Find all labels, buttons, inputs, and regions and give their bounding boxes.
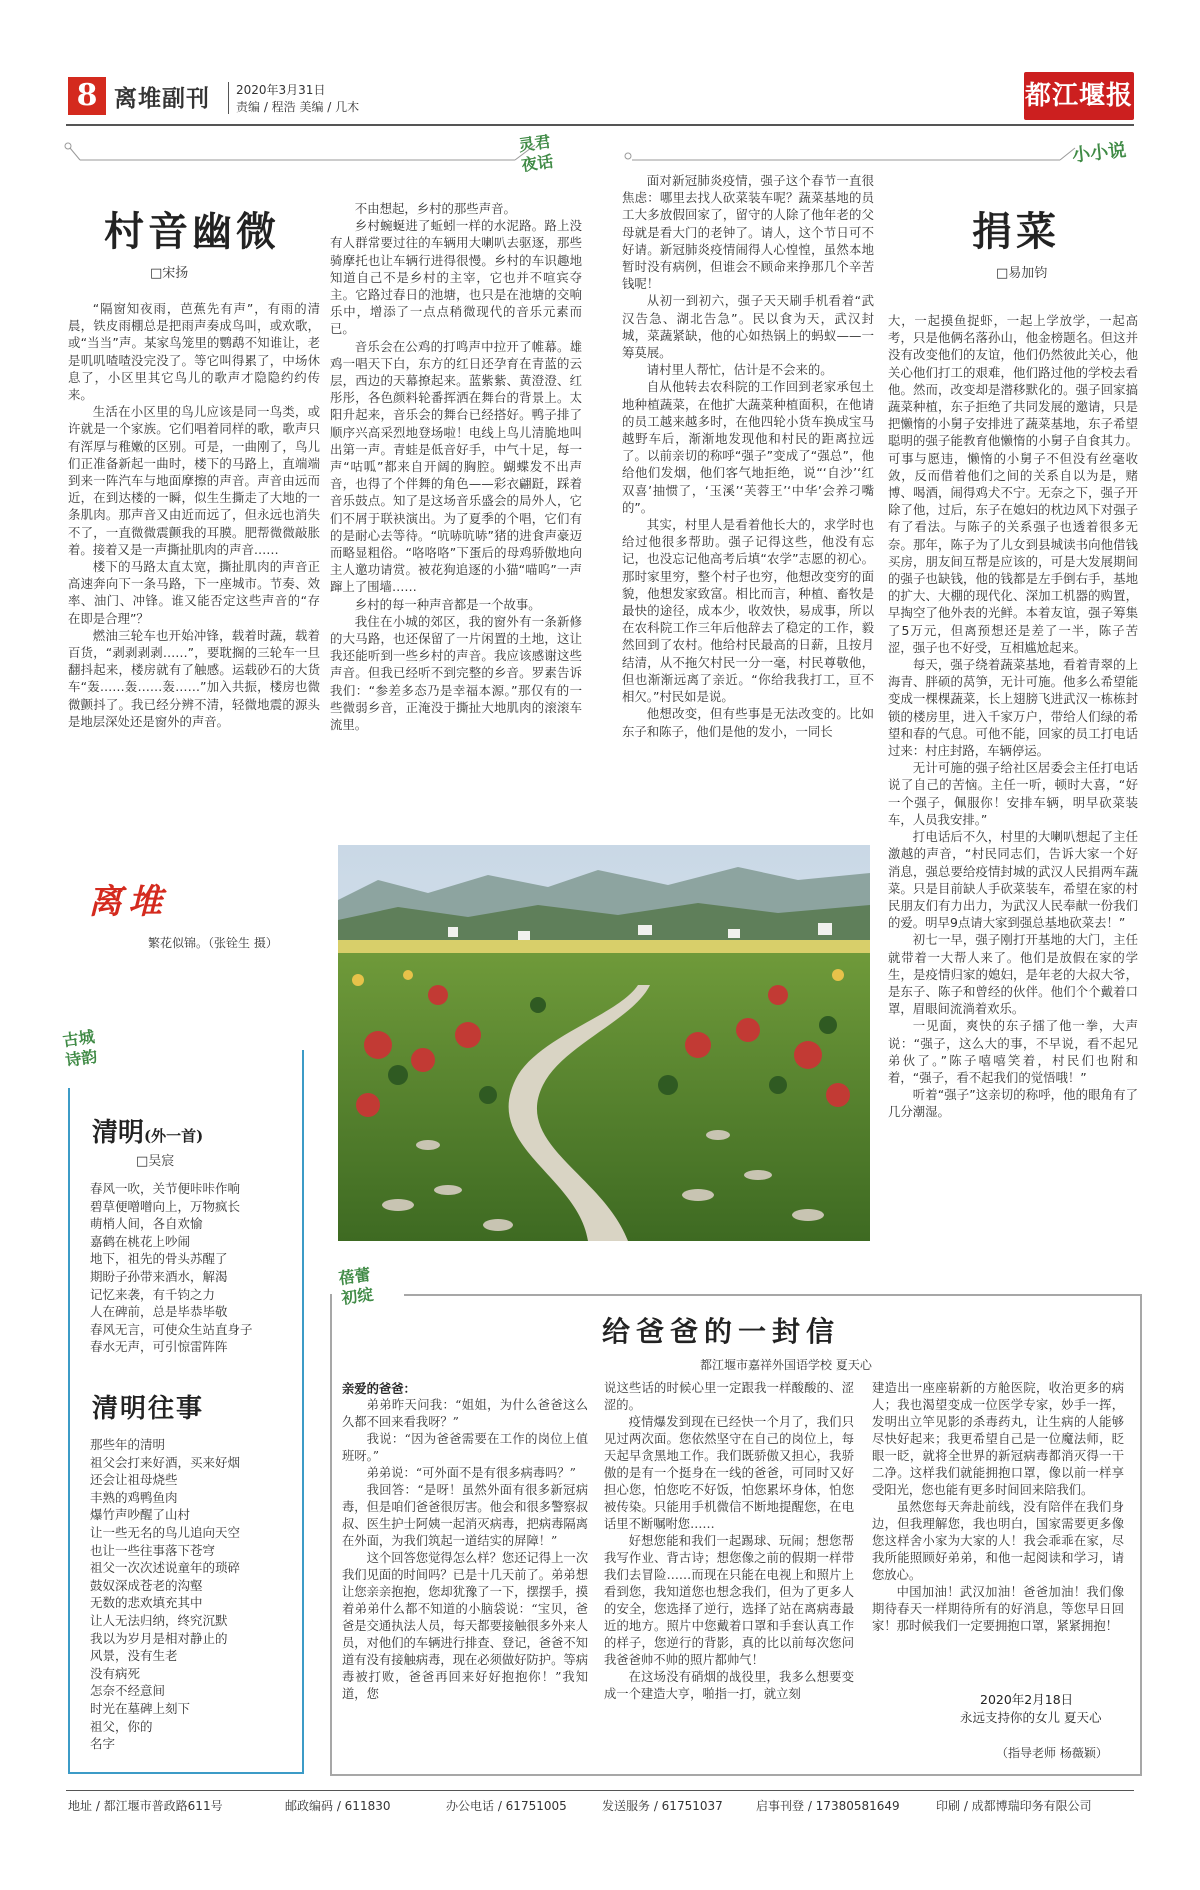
paragraph: 我说：“因为爸爸需要在工作的岗位上值班呀。” xyxy=(342,1432,588,1463)
article2-frame xyxy=(620,130,1140,170)
section-name: 离堆副刊 xyxy=(114,86,210,112)
poem-line: 无数的悲欢填充其中 xyxy=(90,1595,203,1611)
article1-title: 村音幽微 xyxy=(104,208,280,255)
poem-line: 春风一吹，关节便咔咔作响 xyxy=(90,1181,241,1196)
paragraph: 虽然您每天奔赴前线，没有陪伴在我们身边，但我理解您，我也明白，国家需要更多像您这样舍小家为大家的人！我会乖乖在家，尽我所能照顾好弟弟，和他一起阅读和学习，请您放心。 xyxy=(872,1500,1124,1582)
poem-line: 萌梢人间，各自欢愉 xyxy=(90,1216,203,1232)
poem-line: 记忆来袭，有千钧之力 xyxy=(90,1286,216,1302)
article2-author: □易加钧 xyxy=(996,266,1048,281)
poem1-title xyxy=(92,1112,203,1149)
poem-line: 没有病死 xyxy=(90,1665,141,1681)
footer-delivery: 发送服务 / 61751037 xyxy=(602,1799,723,1813)
poem-line: 还会让祖母烧些 xyxy=(90,1472,178,1488)
poem-line: 嘉鹤在桃花上吵闹 xyxy=(90,1233,191,1249)
poem-line: 让一些无名的鸟儿追向天空 xyxy=(90,1524,241,1540)
column-badge-chuxin xyxy=(332,1266,404,1322)
paragraph: 每天，强子绕着蔬菜基地，看着青翠的上海青、胖硕的莴笋，无计可施。他多么希望能变成一棵棵蔬菜，长上翅膀飞进武汉一栋栋封锁的楼房里，进入千家万户，带给人们绿的希望和春的气息。可他不能，回家的员工打电话过来：村庄封路，车辆停运。 xyxy=(888,657,1138,759)
poem-line: 春水无声，可引惊雷阵阵 xyxy=(90,1339,228,1355)
article2-column-1 xyxy=(622,172,874,820)
photo-caption-text: 繁花似锦。（张铨生 摄） xyxy=(148,936,278,950)
paragraph: 打电话后不久，村里的大喇叭想起了主任激越的声音，“村民同志们，告诉大家一个好消息，强总要给疫情封城的武汉人民捐两车蔬菜。只是目前缺人手砍菜装车，希望在家的村民朋友们有力出力，为武汉人民奉献一份我们的爱。明早9点请大家到强总基地砍菜去！” xyxy=(888,829,1138,931)
paragraph: 一见面，爽快的东子擂了他一拳，大声说：“强子，这么大的事，不早说，看不起兄弟伙了。”陈子嘻嘻笑着，村民们也附和着，“强子，看不起我们的觉悟哦！” xyxy=(888,1018,1138,1085)
footer-office-phone: 办公电话 / 61751005 xyxy=(446,1799,567,1813)
paragraph: 其实，村里人是看着他长大的，求学时也给过他很多帮助。强子记得这些，他没有忘记，也没忘记他高考后填“农学”志愿的初心。那时家里穷，整个村子也穷，他想改变穷的面貌，他想发家致富。相比而言，种植、畜牧是最快的途径，成本少，收效快，易成事，所以在农科院工作三年后他辞去了稳定的工作，毅然回到了农村。他给村民最高的日薪，且按月结清，从不拖欠村民一分一毫，村民尊敬他，但也渐渐远离了亲近。“你给我我打工，亘不相欠。”村民如是说。 xyxy=(622,517,874,705)
gucheng-badge-text: 古城诗韵 xyxy=(61,1026,99,1071)
paragraph: 大，一起摸鱼捉虾，一起上学放学，一起高考，只是他俩名落孙山，他金榜题名。但这并没有改变他们的友谊，他们仍然彼此关心，他关心他们打工的艰难，他们路过他的学校去看他。然而，改变却是潜移默化的。强子回家搞蔬菜种植，东子拒绝了共同发展的邀请，只是把懒惰的小舅子安排进了蔬菜基地，东子希望聪明的强子能教育他懒惰的小舅子自食其力。可事与愿违，懒惰的小舅子不但没有丝毫收敛，反而借着他们之间的关系自以为是，赌博、喝酒，闹得鸡犬不宁。无奈之下，强子开除了他，过后，东子在媳妇的枕边风下对强子有了看法。与陈子的关系强子也透着很多无奈。那年，陈子为了儿女到县城读书向他借钱买房，朋友间互帮是应该的，可是大发展期间的强子也缺钱，他的钱都是左手倒右手，基地的扩大、大棚的现代化、深加工机器的购置，早掏空了他外表的光鲜。本着友谊，强子筹集了5万元，但离预想还是差了一半，陈子苦涩，强子也不好受，互相尴尬起来。 xyxy=(888,313,1138,655)
masthead-text: 都江堰报 xyxy=(1024,81,1133,111)
paragraph: 乡村的每一种声音都是一个故事。 xyxy=(354,596,541,612)
paragraph: 自从他转去农科院的工作回到老家承包土地种植蔬菜，在他扩大蔬菜种植面积，在他请的员工越来越多时，在他四轮小货车换成宝马越野车后，渐渐地发现他和村民的距离拉远了。以前亲切的称呼“强子”变成了“强总”，他给他们发烟，他们客气地拒绝，说“‘自沙’‘红双喜’抽惯了，‘玉溪’‘芙蓉王’‘中华’会养刁嘴的”。 xyxy=(622,379,874,515)
garden-photo xyxy=(338,845,870,1241)
paragraph: 我住在小城的郊区，我的窗外有一条新修的大马路，也还保留了一片闲置的土地，这让我还能听到一些乡村的声音。我应该感谢这些声音。但我已经听不到完整的乡音。罗素告诉我们：“参差多态乃是幸福本源。”那仅有的一些微弱乡音，正淹没于撕扯大地肌肉的滚滚车流里。 xyxy=(330,613,582,733)
paragraph: 弟弟昨天问我：“姐姐，为什么爸爸这么久都不回来看我呀？” xyxy=(342,1398,588,1429)
paragraph: 疫情爆发到现在已经快一个月了，我们只见过两次面。您依然坚守在自己的岗位上，每天起早贪黑地工作。我们既骄傲又担心，我骄傲的是有一个挺身在一线的爸爸，可同时又好担心您，怕您吃不好饭，怕您累坏身体，怕您被传染。只能用手机微信不断地提醒您，在电话里不断嘱咐您…… xyxy=(604,1415,854,1531)
chuxin-badge-text: 蓓蕾初绽 xyxy=(337,1264,375,1308)
poem-line: 期盼子孙带来酒水，解渴 xyxy=(90,1268,228,1284)
page-number: 8 xyxy=(76,78,98,113)
paragraph: 燃油三轮车也开始冲锋，载着时蔬，载着百货，“剥剥剥剥……”，要耽搁的三轮车一旦翻抖起来，楼房就有了触感。运载砂石的大货车“轰……轰……轰……”加入共振，楼房也微微颤抖了。我已经分辨不清，轻微地震的源头是地层深处还是窗外的声音。 xyxy=(68,627,320,729)
footer xyxy=(68,1797,1134,1817)
paragraph: 不由想起，乡村的那些声音。 xyxy=(354,201,516,216)
column-badge-gucheng xyxy=(61,1026,128,1088)
article1-column-2 xyxy=(330,200,582,820)
letter-column-1 xyxy=(342,1380,588,1760)
page-number-badge xyxy=(68,77,106,115)
editors: 责编 / 程浩 美编 / 几木 xyxy=(236,100,360,114)
poem-line: 那些年的清明 xyxy=(90,1437,166,1452)
article1-column-1 xyxy=(68,300,320,820)
paragraph: 生活在小区里的鸟儿应该是同一鸟类，或许就是一个家族。它们唱着同样的歌，歌声只有浑厚与稚嫩的区别。可是，一曲刚了，鸟儿们正准备新起一曲时，楼下的马路上，直端端到来一阵汽车与地面摩擦的声音。声音由远而近，在到达楼的一瞬，似生生撕走了大地的一条肌肉。那声音又由近而远了，但永远也消失不了，一直微微震颤我的耳膜。肥帮微微敲胀着。接着又是一声撕扯肌肉的声音…… xyxy=(68,404,320,557)
poem2-lines xyxy=(90,1436,290,1753)
photo-caption-box xyxy=(68,860,330,966)
paragraph: 他想改变，但有些事是无法改变的。比如东子和陈子，他们是他的发小，一同长 xyxy=(622,706,874,739)
footer-address: 地址 / 都江堰市普政路611号 xyxy=(68,1799,223,1813)
poem-line: 人在碑前，总是毕恭毕敬 xyxy=(90,1304,228,1320)
poem1-author: □吴宸 xyxy=(136,1154,175,1169)
paragraph: 中国加油！武汉加油！爸爸加油！我们像期待春天一样期待所有的好消息，等您早日回家！那时候我们一定要拥抱口罩，紧紧拥抱！ xyxy=(872,1585,1124,1633)
poem2-title: 清明往事 xyxy=(92,1394,205,1424)
paragraph: 在这场没有硝烟的战役里，我多么想要变成一个建造大亨，啪指一打，就立刻 xyxy=(604,1670,854,1701)
letter-byline: 都江堰市嘉祥外国语学校 夏天心 xyxy=(700,1358,872,1372)
poem1-subtitle: (外一首) xyxy=(144,1127,204,1145)
issue-date: 2020年3月31日 xyxy=(236,83,326,97)
poem-line: 碧草便噌噌向上，万物疯长 xyxy=(90,1198,241,1214)
poem-line: 丰熟的鸡鸭鱼肉 xyxy=(90,1489,178,1505)
letter-teacher: （指导老师 杨薇颖） xyxy=(996,1746,1108,1760)
poem-line: 祖父，你的 xyxy=(90,1718,153,1734)
poem-line: 让人无法归纳，终究沉默 xyxy=(90,1612,228,1628)
photo-caption-title: 离堆 xyxy=(88,882,168,922)
article1-author: □宋扬 xyxy=(150,266,189,281)
column-badge-xiaoshuo xyxy=(1072,138,1138,184)
paragraph: 面对新冠肺炎疫情，强子这个春节一直很焦虑：哪里去找人砍菜装车呢？蔬菜基地的员工大多放假回家了，留守的人除了他年老的父母就是看大门的老钟了。请人，这个节日可不好请。新冠肺炎疫情闹得人心惶惶，虽然本地暂时没有病例，但谁会不顾命来挣那几个辛苦钱呢！ xyxy=(622,173,874,292)
poem-line: 名字 xyxy=(90,1736,116,1752)
paragraph: 无计可施的强子给社区居委会主任打电话说了自己的苦恼。主任一听，顿时大喜，“好一个强子，佩服你！安排车辆，明早砍菜装车，人员我安排。” xyxy=(888,760,1138,827)
article1-frame xyxy=(60,130,580,170)
paragraph: “隔窗知夜雨，芭蕉先有声”，有雨的清晨，铁皮雨棚总是把雨声奏成鸟叫，或欢歌，或“当当”声。某家鸟笼里的鹦鹉不知谁让，老是叽叽喳喳没完没了。等它叫得累了，中场休息了，小区里其它鸟儿的歌声才隐隐约约传来。 xyxy=(68,301,320,403)
footer-printer: 印刷 / 成都博瑞印务有限公司 xyxy=(936,1799,1092,1813)
paragraph: 建造出一座座崭新的方舱医院，收治更多的病人；我也渴望变成一位医学专家，妙手一挥，发明出立竿见影的杀毒药丸，让生病的人能够尽快好起来；我更希望自己是一位魔法师，眨眼一眨，就将全世界的新冠病毒都消灭得一干二净。这样我们就能拥抱口罩，像以前一样享受阳光，您也能有更多时间回来陪我们。 xyxy=(872,1381,1124,1497)
xiaoshuo-badge-text: 小小说 xyxy=(1071,139,1128,167)
poem1-lines xyxy=(90,1180,290,1356)
poem-line: 春风无言，可使众生站直身子 xyxy=(90,1321,253,1337)
letter-date: 2020年2月18日 xyxy=(980,1692,1074,1707)
poem-line: 祖父一次次述说童年的琐碎 xyxy=(90,1560,241,1576)
article2-column-2 xyxy=(888,312,1138,1320)
paragraph: 音乐会在公鸡的打鸣声中拉开了帷幕。雄鸡一唱天下白，东方的红日还孕育在青蓝的云层，西边的天幕撩起来。蓝紫紫、黄澄澄、红彤彤，各色颜料轮番挥洒在舞台的背景上。太阳升起来，音乐会的舞台已经搭好。鸭子排了顺序兴高采烈地登场啦！电线上鸟儿清脆地叫出第一声。青蛙是低音好手，中气十足，每一声“咕呱”都来自开阔的胸腔。蝴蝶发不出声音，也得了个伴舞的角色——彩衣翩跹，踩着音乐鼓点。知了是这场音乐盛会的局外人，它们不屑于联袂演出。为了夏季的个唱，它们有的是耐心去等待。“吭哧吭哧”猪的进食声豪迈而略显粗俗。“咯咯咯”下蛋后的母鸡骄傲地向主人邀功请赏。被花狗追逐的小猫“喵呜”一声蹿上了围墙…… xyxy=(330,338,582,595)
poem-line: 祖父会打来好酒，买来好烟 xyxy=(90,1454,241,1470)
paragraph: 我回答：“是呀！虽然外面有很多新冠病毒，但是咱们爸爸很厉害。他会和很多警察叔叔、医生护士阿姨一起消灭病毒，把病毒隔离在外面，为我们筑起一道结实的屏障！” xyxy=(342,1483,588,1548)
paragraph: 听着“强子”这亲切的称呼，他的眼角有了几分潮湿。 xyxy=(888,1087,1138,1120)
paragraph: 说这些话的时候心里一定跟我一样酸酸的、涩涩的。 xyxy=(604,1381,854,1412)
poem-line: 时光在墓碑上刻下 xyxy=(90,1700,191,1716)
letter-column-3 xyxy=(872,1380,1124,1648)
paragraph: 楼下的马路太直太宽，撕扯肌肉的声音正高速奔向下一条马路，下一座城市。节奏、效率、油门、冲锋。谁又能否定这些声音的“存在即是合理”？ xyxy=(68,559,320,626)
paragraph: 从初一到初六，强子天天刷手机看着“武汉告急、湖北告急”。民以食为天，武汉封城，菜蔬紧缺，他的心如热锅上的蚂蚁——一筹莫展。 xyxy=(622,293,874,361)
poem-line: 我以为岁月是相对静止的 xyxy=(90,1630,228,1646)
footer-postcode: 邮政编码 / 611830 xyxy=(285,1799,391,1813)
paragraph: 好想您能和我们一起踢球、玩闹；想您帮我写作业、背古诗；想您像之前的假期一样带我们去冒险……而现在只能在电视上和照片上看到您，我知道您也想念我们，但为了更多人的安全，您选择了逆行，选择了站在离病毒最近的地方。照片中您戴着口罩和手套认真工作的样子，您逆行的背影，真的比以前每次您问我爸爸帅不帅的照片都帅气！ xyxy=(604,1534,854,1667)
poem-line: 鼓奴深成苍老的沟壑 xyxy=(90,1577,203,1593)
letter-title: 给爸爸的一封信 xyxy=(602,1315,841,1348)
poem-line: 爆竹声吵醒了山村 xyxy=(90,1507,191,1523)
poem-line: 风景，没有生老 xyxy=(90,1648,178,1664)
paragraph: 乡村蜿蜒进了蚯蚓一样的水泥路。路上没有人群常要过往的车辆用大喇叭去驱逐，那些骑摩托也让车辆行进得很慢。乡村的车识趣地知道自己不是乡村的主宰，它也并不喧宾夺主。它路过春日的池塘，也只是在池塘的交响乐中，增添了一点点稍微现代的音乐元素而已。 xyxy=(330,218,582,337)
paragraph: 弟弟说：“可外面不是有很多病毒吗？” xyxy=(366,1466,576,1480)
letter-salutation: 亲爱的爸爸： xyxy=(342,1381,416,1396)
paragraph: 请村里人帮忙，估计是不会来的。 xyxy=(646,362,833,378)
poem-line: 地下，祖先的骨头苏醒了 xyxy=(90,1251,228,1267)
letter-signature: 永远支持你的女儿 夏天心 xyxy=(960,1710,1102,1725)
article2-title: 捐菜 xyxy=(972,208,1060,255)
footer-ads: 启事刊登 / 17380581649 xyxy=(756,1799,900,1813)
paragraph: 初七一早，强子刚打开基地的大门，主任就带着一大帮人来了。他们是放假在家的学生，是疫情归家的媳妇，是年老的大叔大爷，是东子、陈子和曾经的伙伴。他们个个戴着口罩，眉眼间流淌着欢乐。 xyxy=(888,932,1138,1017)
paragraph: 这个回答您觉得怎么样？您还记得上一次我们见面的时间吗？已是十几天前了。弟弟想让您亲亲抱抱，您却犹豫了一下，摆摆手，摸着弟弟什么都不知道的小脑袋说：“宝贝，爸爸是交通执法人员，每天都要接触很多外来人员，对他们的车辆进行排查、登记，爸爸不知道有没有接触病毒，现在必须做好防护。等病毒被打败，爸爸再回来好好抱抱你！”我知道，您 xyxy=(342,1551,588,1701)
letter-column-2 xyxy=(604,1380,854,1760)
poem-line: 怎奈不经意间 xyxy=(90,1683,166,1699)
poem1-title-text: 清明 xyxy=(92,1118,145,1148)
linghua-badge-text: 灵君夜话 xyxy=(517,131,555,175)
column-badge-linghua xyxy=(517,131,578,183)
poem-line: 也让一些往事落下苍穹 xyxy=(90,1542,216,1558)
masthead xyxy=(1024,72,1134,120)
